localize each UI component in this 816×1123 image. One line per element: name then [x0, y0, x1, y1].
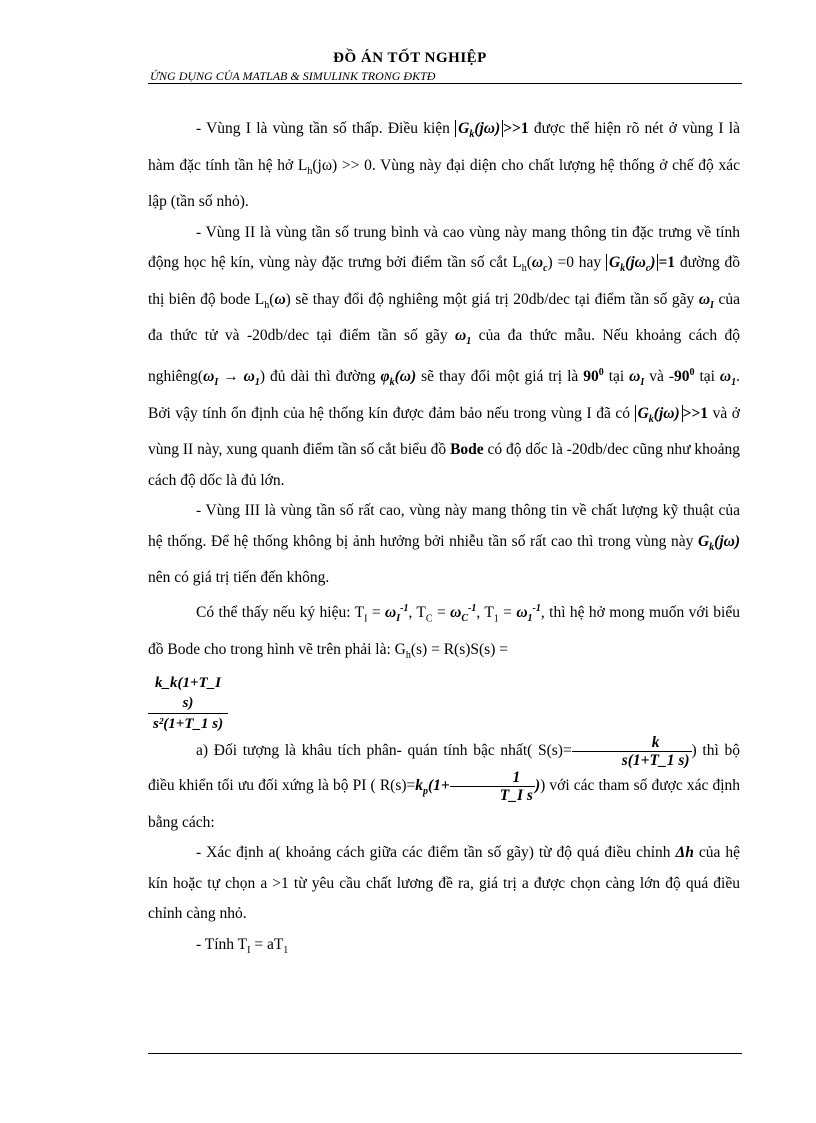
paragraph-step-a: - Xác định a( khoảng cách giữa các điểm tần số gãy) từ độ quá điều chỉnh Δh của hệ kín hoặc tự chọn a >1 từ yêu cầu chất lương đề ra, giá trị a được chọn càng lớn độ quá điều chỉnh càng nhỏ.: [148, 844, 740, 923]
page-header: [148, 50, 742, 84]
math-gk-wc-abs: $G_k(j\omega_c)$: [606, 254, 659, 271]
paragraph-notation: Có thể thấy nếu ký hiệu: $T_I = \omega_I^{-1}$, $T_C = \omega_C^{-1}$, $T_1 = \omega_1^{-1}$, thì hệ hở mong muốn với biểu đồ Bode cho trong hình vẽ trên phải là: $G_h(s) = R(s)S(s)$ =: [148, 602, 740, 661]
footer-divider: [148, 1053, 742, 1054]
header-divider: [148, 83, 742, 84]
header-subtitle: ỨNG DỤNG CỦA MATLAB & SIMULINK TRONG ĐKTĐ: [150, 69, 436, 83]
paragraph-zone-2: - Vùng II là vùng tần số trung bình và cao vùng này mang thông tin đặc trưng về tính động học hệ kín, vùng này đặc trưng bởi điểm tần số cắt $L_h(\omega_c) =0$ hay $G_k(j\omega_c) =1$ đường đồ thị biên độ bode $L_h(\omega)$ sẽ thay đổi độ nghiêng một giá trị 20db/dec tại điểm tần số gãy $\omega_I$ của đa thức tử và -20db/dec tại điểm tần số gãy $\omega_1$ của đa thức mẫu. Nếu khoảng cách độ $nghiêng(\omega_I \to \omega_1)$ đủ dài thì đường $\varphi_k(\omega)$ sẽ thay đổi một giá trị là $90^0$ tại $\omega_I$ và $-90^0$ tại $\omega_1$. Bởi vậy tính ổn định của hệ thống kín được đảm bảo nếu trong vùng I đã có $G_k(j\omega) >>1$ và ở vùng II này, xung quanh điểm tần số cắt biểu đồ Bode có độ dốc là -20db/dec cũng như khoảng cách độ dốc là đủ lớn.: [148, 223, 741, 489]
document-body: [148, 114, 740, 967]
paragraph-step-ti: - Tính $T_I = aT_1$: [196, 935, 289, 956]
paragraph-zone-1: - Vùng I là vùng tần số thấp. Điều kiện $G_k(j\omega) >>1$ được thể hiện rõ nét ở vùng I là hàm đặc tính tần hệ hở $L_h(j\omega) >> 0$. Vùng này đại diện cho chất lượng hệ thống ở chế độ xác lập (tần số nhỏ).: [148, 120, 740, 211]
math-gk-abs: $G_k(j\omega)$: [455, 120, 503, 137]
header-title: ĐỒ ÁN TỐT NGHIỆP: [333, 50, 487, 66]
transfer-function-fraction: k_k(1+T_I s) s²(1+T_1 s): [148, 673, 228, 734]
paragraph-case-a: a) Đối tượng là khâu tích phân- quán tính bậc nhất( S(s)= $\frac{k}{s(1+T\_1 s)}$ ) thì bộ điều khiển tối ưu đối xứng là bộ PI ( $R(s)=k_p(1+$ $\frac{1}{\text{T\_I s}}$ )) với các tham số được xác định bằng cách:: [148, 734, 740, 831]
paragraph-zone-3: - Vùng III là vùng tần số rất cao, vùng này mang thông tin về chất lượng kỹ thuật của hệ thống. Để hệ thống không bị ảnh hưởng bởi nhiễu tần số rất cao thì trong vùng này $G_k(j\omega)$ nên có giá trị tiến đến không.: [148, 502, 740, 587]
pi-fraction: $\frac{1}{\text{T\_I s}}$: [450, 769, 535, 804]
plant-fraction: $\frac{k}{s(1+T\_1 s)}$: [572, 734, 692, 769]
